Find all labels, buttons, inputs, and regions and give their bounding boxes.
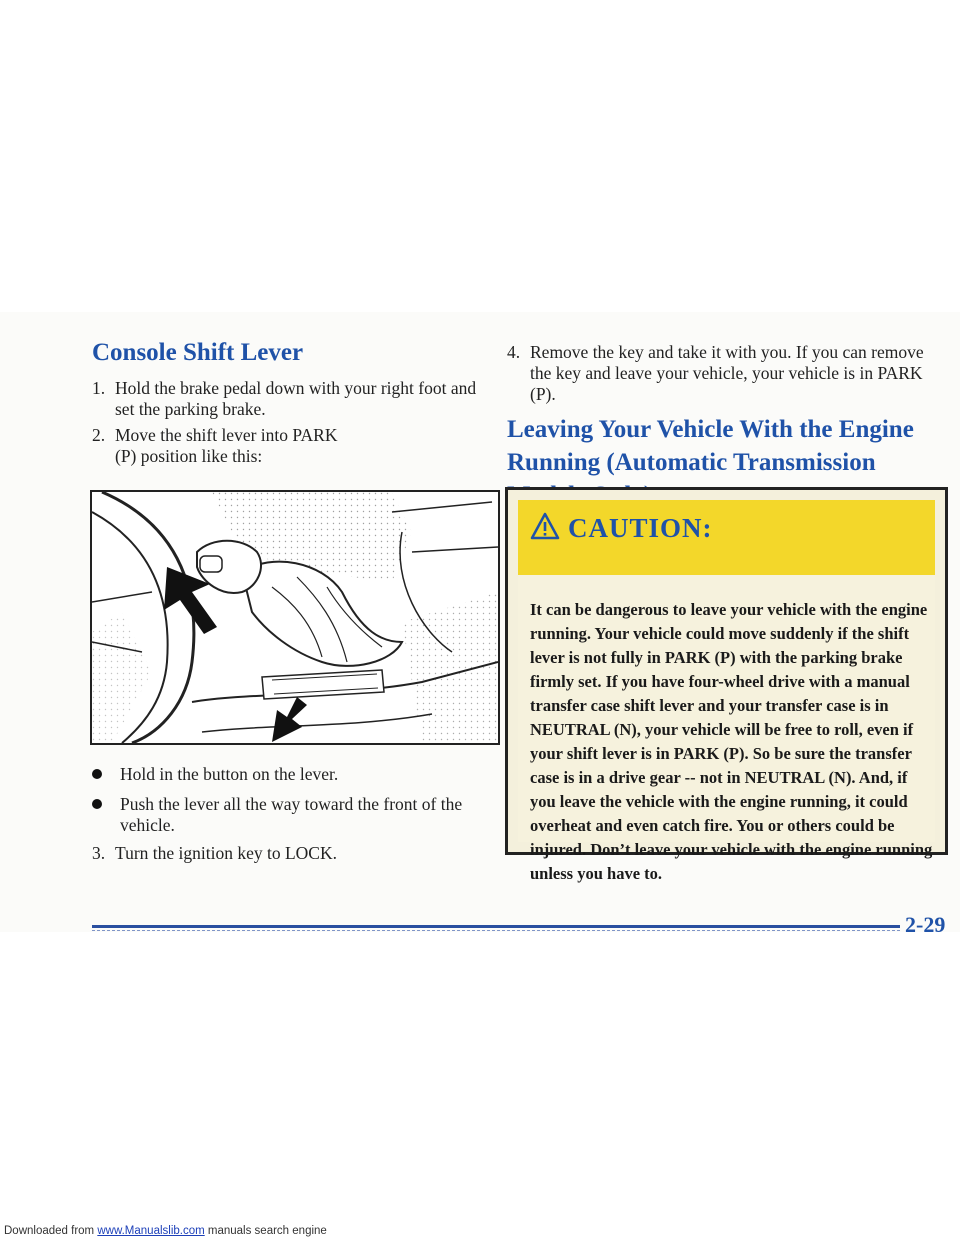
step-3 xyxy=(92,843,492,864)
caution-title: CAUTION: xyxy=(568,513,713,543)
shift-lever-illustration xyxy=(90,490,500,745)
page-number: 2-29 xyxy=(905,912,946,937)
step-text: Turn the ignition key to LOCK. xyxy=(115,843,337,863)
console-shift-lever-drawing xyxy=(92,492,498,743)
caution-text: It can be dangerous to leave your vehicle with the engine running. Your vehicle could move suddenly if the shift lever is not fully in PARK (P) with the parking brake firmly set. If you have four-wheel drive with a manual transfer case shift lever and your transfer case is in NEUTRAL (N), your vehicle will be free to roll, even if your shift lever is in PARK (P). So be sure the transfer case is in a drive gear -- not in NEUTRAL (N). And, if you leave the vehicle with the engine running, it could overheat and even catch fire. You or others could be injured. Don’t leave your vehicle with the engine running unless you have to. xyxy=(530,600,933,883)
step-number: 3. xyxy=(92,843,106,863)
footer-prefix: Downloaded from xyxy=(4,1225,98,1237)
step-number: 4. xyxy=(507,342,521,362)
bullet-text: Hold in the button on the lever. xyxy=(120,764,339,784)
step-2 xyxy=(92,425,492,467)
step-text: Hold the brake pedal down with your right foot and set the parking brake. xyxy=(115,378,477,419)
caution-box xyxy=(505,487,948,883)
step-number: 1. xyxy=(92,378,106,398)
step-text: Remove the key and take it with you. If you can remove the key and leave your vehicle, your vehicle is in PARK (P). xyxy=(530,342,924,404)
section-heading-console-shift-lever: Console Shift Lever xyxy=(92,339,304,366)
bullet-text: Push the lever all the way toward the front of the vehicle. xyxy=(120,794,463,835)
bullet-item xyxy=(92,794,492,836)
footer-rule-dashed xyxy=(92,930,900,932)
bullet-dot-icon xyxy=(92,799,102,809)
footer-rule xyxy=(92,925,900,928)
warning-triangle-icon xyxy=(530,512,560,540)
section-heading-leaving-vehicle: Leaving Your Vehicle With the Engine Running (Automatic Transmission xyxy=(507,416,914,476)
footer-suffix: manuals search engine xyxy=(204,1225,327,1237)
step-number: 2. xyxy=(92,425,106,445)
download-footer xyxy=(4,1225,327,1237)
bullet-item xyxy=(92,764,492,785)
bullet-dot-icon xyxy=(92,769,102,779)
step-4 xyxy=(507,342,947,405)
step-1 xyxy=(92,378,492,420)
manualslib-link[interactable]: www.Manualslib.com xyxy=(97,1225,205,1237)
step-text: Move the shift lever into PARK (P) position like this: xyxy=(115,425,338,466)
